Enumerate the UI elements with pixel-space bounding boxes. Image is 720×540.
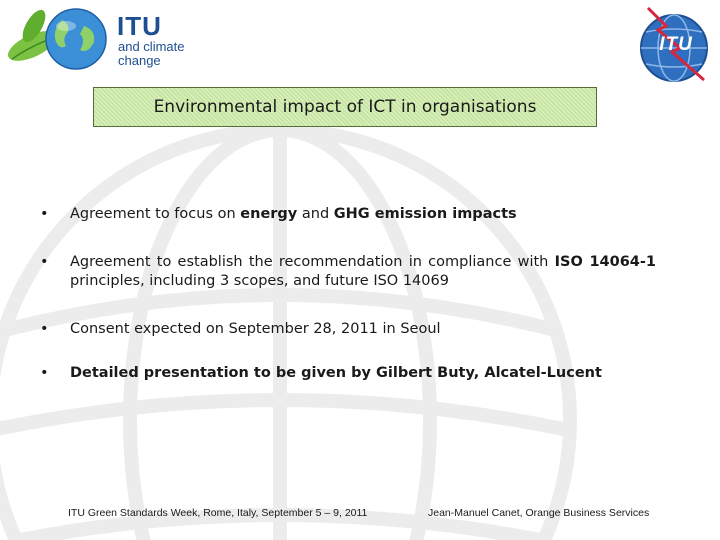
bullet-bold-text: GHG emission impacts: [333, 206, 517, 222]
bullet-text: [70, 364, 656, 383]
leaf-globe-icon: [4, 4, 114, 74]
bullet-text: [70, 253, 656, 291]
bullet-plain-text: Consent expected on September 28, 2011 in Seoul: [70, 321, 441, 337]
bullet-plain-text: Agreement to establish the recommendation in compliance with: [70, 254, 555, 270]
bullet-text: [70, 320, 656, 339]
logo-subtitle-line2: change: [118, 53, 161, 68]
bullet-marker: •: [40, 365, 49, 381]
logo-itu-text: ITU: [117, 11, 162, 41]
bullet-text: [70, 205, 656, 224]
footer-event: ITU Green Standards Week, Rome, Italy, September 5 – 9, 2011: [68, 507, 368, 519]
logo-subtitle-line1: and climate: [118, 39, 185, 54]
itu-climate-logo: [4, 4, 204, 74]
itu-emblem-logo: [636, 4, 716, 84]
bullet-bold-text: ISO 14064-1: [554, 254, 656, 270]
bullet-marker: •: [40, 321, 49, 337]
title-box: [93, 87, 597, 127]
bullet-plain-text: Agreement to focus on: [70, 206, 241, 222]
footer-author: Jean-Manuel Canet, Orange Business Services: [428, 507, 650, 519]
emblem-itu-text: ITU: [659, 34, 693, 55]
bullet-bold-text: Detailed presentation to be given by Gilbert Buty, Alcatel-Lucent: [70, 365, 602, 381]
bullet-plain-text: principles, including 3 scopes, and future ISO 14069: [70, 273, 449, 289]
bullet-bold-text: energy: [240, 206, 298, 222]
bullet-marker: •: [40, 206, 49, 222]
bullet-marker: •: [40, 254, 49, 270]
slide-title: Environmental impact of ICT in organisations: [153, 97, 537, 117]
bullet-plain-text: and: [297, 206, 334, 222]
